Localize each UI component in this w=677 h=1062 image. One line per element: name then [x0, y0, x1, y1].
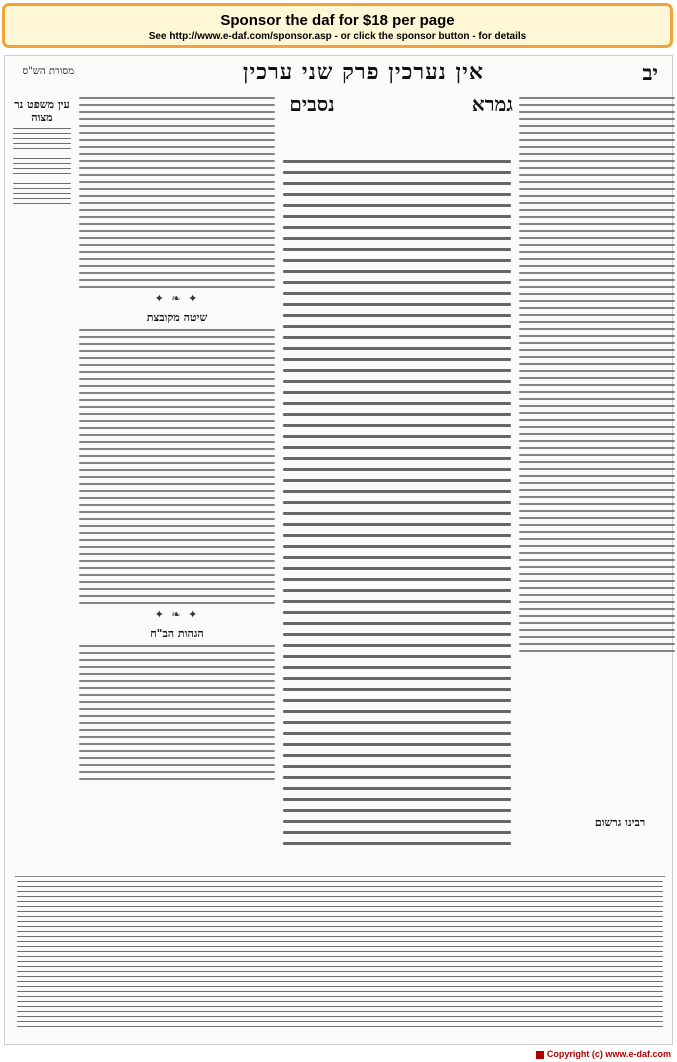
gemara-heading: גמרא — [471, 92, 513, 116]
ein-mishpat-column — [11, 92, 73, 337]
rabbenu-gershom-heading: רבינו גרשום — [594, 816, 646, 829]
gemara-column — [281, 152, 513, 872]
shita-mekubetzet-heading: שיטה מקובצת — [146, 311, 208, 324]
sponsor-banner[interactable] — [2, 3, 673, 48]
chapter-title: אין נערכין פרק שני ערכין — [242, 59, 484, 85]
copyright-notice[interactable] — [532, 1049, 671, 1059]
talmud-page — [4, 55, 673, 1045]
hagahot-heading: הגהות הב"ח — [150, 627, 204, 640]
rashi-column — [517, 92, 677, 872]
daf-number: יב — [642, 60, 658, 85]
copyright-text[interactable]: Copyright (c) www.e-daf.com — [546, 1049, 671, 1059]
page-header — [5, 58, 674, 88]
masoret-label: מסורת הש"ס — [22, 66, 74, 77]
copyright-icon — [536, 1051, 544, 1059]
section-ornament: ✦ ❧ ✦ — [154, 292, 200, 305]
sponsor-subtitle[interactable]: See http://www.e-daf.com/sponsor.asp - or click the sponsor button - for details — [148, 31, 527, 42]
bottom-commentary — [15, 876, 665, 1036]
sponsor-title[interactable]: Sponsor the daf for $18 per page — [220, 12, 455, 29]
section-ornament-2: ✦ ❧ ✦ — [154, 608, 200, 621]
gemara-opening-word: נסבים — [289, 92, 335, 116]
ein-mishpat-heading: עין משפט נר מצוה — [14, 98, 70, 124]
tosafot-column — [77, 92, 277, 872]
